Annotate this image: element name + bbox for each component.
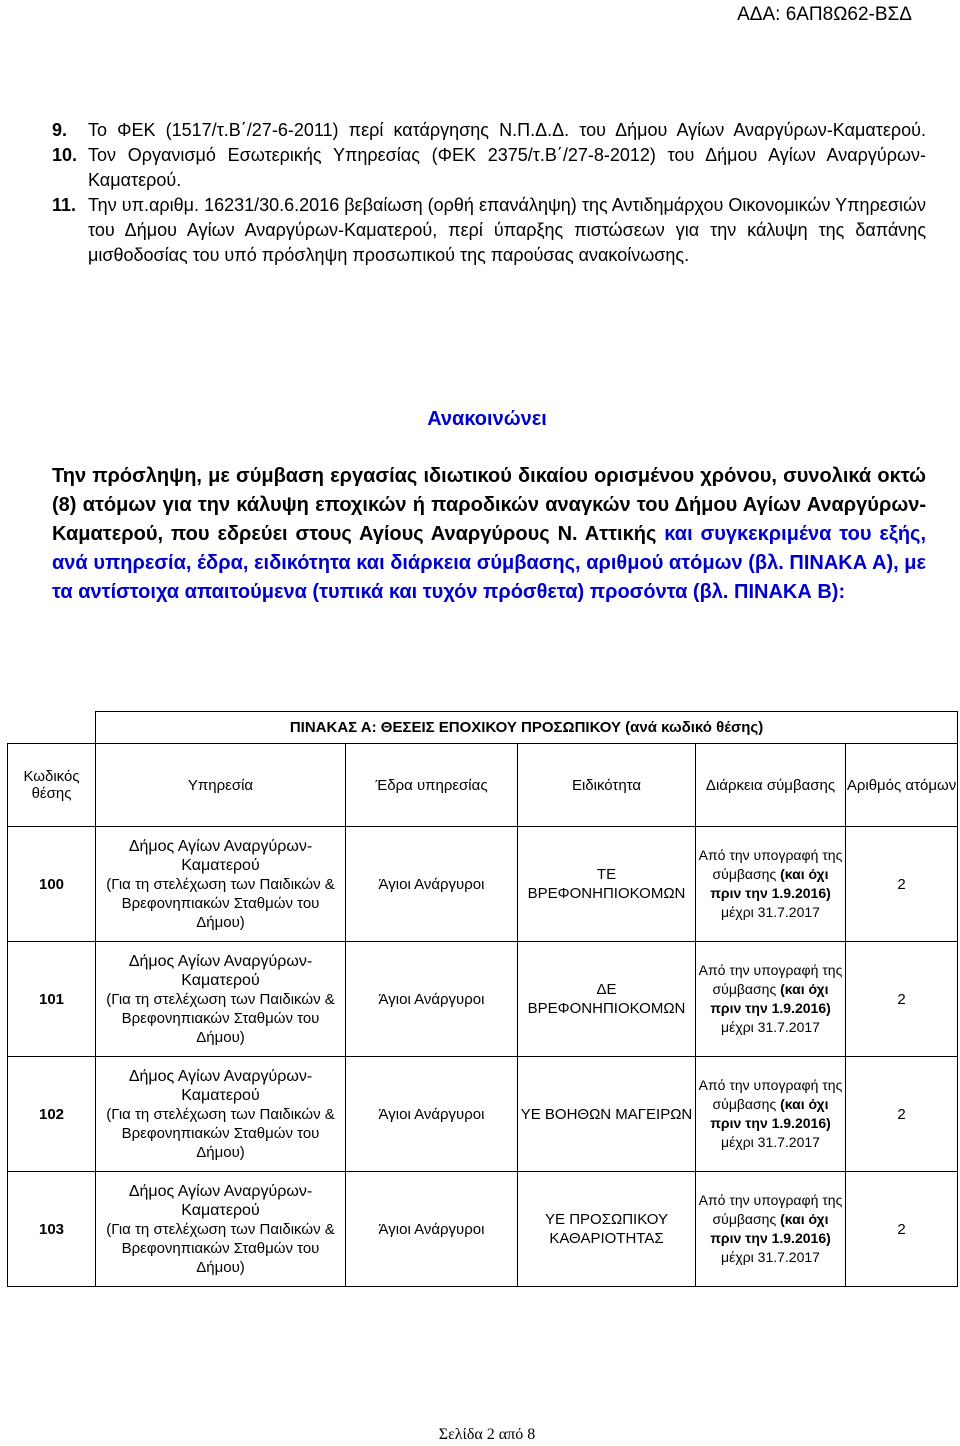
table-caption-sub: (ανά κωδικό θέσης) xyxy=(620,719,764,736)
cell-service xyxy=(96,1172,346,1287)
reference-number: 10. xyxy=(52,145,78,165)
service-sub: (Για τη στελέχωση των Παιδικών & Βρεφονηπιακών Σταθμών του Δήμου) xyxy=(106,1220,335,1276)
duration-condition: (και όχι πριν την 1.9.2016) xyxy=(710,1211,831,1246)
cell-specialty: ΥΕ ΒΟΗΘΩΝ ΜΑΓΕΙΡΩΝ xyxy=(518,1057,696,1172)
cell-duration xyxy=(696,942,846,1057)
announcement-text-part2: και συγκεκριμένα του εξής, ανά υπηρεσία, έδρα, ειδικότητα και διάρκεια σύμβασης, αριθμού ατόμων (βλ. ΠΙΝΑΚΑ Α), με τα αντίστοιχα απαιτούμενα (τυπικά και τυχόν πρόσθετα) προσόντα (βλ. ΠΙΝΑΚΑ Β): xyxy=(52,523,927,603)
cell-service xyxy=(96,1057,346,1172)
service-main: Δήμος Αγίων Αναργύρων-Καματερού xyxy=(128,837,313,874)
positions-table xyxy=(7,711,958,1287)
page-number: Σελίδα 2 από 8 xyxy=(438,1426,536,1443)
service-sub: (Για τη στελέχωση των Παιδικών & Βρεφονηπιακών Σταθμών του Δήμου) xyxy=(106,990,335,1046)
reference-text: Την υπ.αριθμ. 16231/30.6.2016 βεβαίωση (ορθή επανάληψη) της Αντιδημάρχου Οικονομικών Υπηρεσιών του Δήμου Αγίων Αναργύρων-Καματερού, περί ύπαρξης πιστώσεων για την κάλυψη της δαπάνης μισθοδοσίας του υπό πρόσληψη προσωπικού της παρούσας ανακοίνωσης. xyxy=(88,195,926,265)
reference-text: Το ΦΕΚ (1517/τ.Β΄/27-6-2011) περί κατάργησης Ν.Π.Δ.Δ. του Δήμου Αγίων Αναργύρων-Καματερού. xyxy=(88,120,926,140)
table-row xyxy=(8,942,958,1057)
service-main: Δήμος Αγίων Αναργύρων-Καματερού xyxy=(128,1067,313,1104)
service-main: Δήμος Αγίων Αναργύρων-Καματερού xyxy=(128,952,313,989)
table-row xyxy=(8,1172,958,1287)
cell-duration xyxy=(696,1057,846,1172)
cell-count: 2 xyxy=(846,827,958,942)
table-header-row xyxy=(8,744,958,827)
cell-seat: Άγιοι Ανάργυροι xyxy=(346,942,518,1057)
cell-count: 2 xyxy=(846,1057,958,1172)
cell-specialty: ΔΕ ΒΡΕΦΟΝΗΠΙΟΚΟΜΩΝ xyxy=(518,942,696,1057)
cell-duration xyxy=(696,827,846,942)
header-seat: Έδρα υπηρεσίας xyxy=(346,744,518,827)
cell-service xyxy=(96,827,346,942)
cell-seat: Άγιοι Ανάργυροι xyxy=(346,1172,518,1287)
duration-condition: (και όχι πριν την 1.9.2016) xyxy=(710,866,831,901)
cell-code: 101 xyxy=(8,942,96,1057)
table-caption-main: ΠΙΝΑΚΑΣ Α: ΘΕΣΕΙΣ ΕΠΟΧΙΚΟΥ ΠΡΟΣΩΠΙΚΟΥ xyxy=(289,719,621,736)
service-sub: (Για τη στελέχωση των Παιδικών & Βρεφονηπιακών Σταθμών του Δήμου) xyxy=(106,1105,335,1161)
announcement-heading: Ανακοινώνει xyxy=(427,408,547,430)
header-count: Αριθμός ατόμων xyxy=(846,744,958,827)
duration-end: μέχρι 31.7.2017 xyxy=(721,1019,820,1035)
duration-condition: (και όχι πριν την 1.9.2016) xyxy=(710,981,831,1016)
cell-code: 100 xyxy=(8,827,96,942)
duration-condition: (και όχι πριν την 1.9.2016) xyxy=(710,1096,831,1131)
ada-code: ΑΔΑ: 6ΑΠ8Ω62-ΒΣΔ xyxy=(737,4,912,25)
cell-specialty: ΤΕ ΒΡΕΦΟΝΗΠΙΟΚΟΜΩΝ xyxy=(518,827,696,942)
duration-end: μέχρι 31.7.2017 xyxy=(721,904,820,920)
table-caption xyxy=(96,712,958,744)
cell-code: 103 xyxy=(8,1172,96,1287)
cell-code: 102 xyxy=(8,1057,96,1172)
service-main: Δήμος Αγίων Αναργύρων-Καματερού xyxy=(128,1182,313,1219)
duration-start: Από την υπογραφή της σύμβασης xyxy=(698,1077,843,1112)
reference-item xyxy=(52,118,926,143)
service-sub: (Για τη στελέχωση των Παιδικών & Βρεφονηπιακών Σταθμών του Δήμου) xyxy=(106,875,335,931)
header-duration: Διάρκεια σύμβασης xyxy=(696,744,846,827)
duration-start: Από την υπογραφή της σύμβασης xyxy=(698,847,843,882)
reference-number: 9. xyxy=(52,120,68,140)
cell-service xyxy=(96,942,346,1057)
table-row xyxy=(8,827,958,942)
duration-end: μέχρι 31.7.2017 xyxy=(721,1249,820,1265)
reference-item xyxy=(52,193,926,268)
header-specialty: Ειδικότητα xyxy=(518,744,696,827)
announcement-text-part1: Την πρόσληψη, με σύμβαση εργασίας ιδιωτικού δικαίου ορισμένου χρόνου, συνολικά οκτώ (8) ατόμων για την κάλυψη εποχικών ή παροδικών αναγκών του Δήμου Αγίων Αναργύρων-Καματερού, που εδρεύει στους Αγίους Αναργύρους Ν. Αττικής xyxy=(52,465,926,545)
duration-end: μέχρι 31.7.2017 xyxy=(721,1134,820,1150)
cell-specialty: ΥΕ ΠΡΟΣΩΠΙΚΟΥ ΚΑΘΑΡΙΟΤΗΤΑΣ xyxy=(518,1172,696,1287)
reference-number: 11. xyxy=(52,195,77,215)
announcement-paragraph xyxy=(52,462,926,607)
cell-seat: Άγιοι Ανάργυροι xyxy=(346,1057,518,1172)
references-list xyxy=(52,118,926,268)
header-code: Κωδικός θέσης xyxy=(8,744,96,827)
cell-seat: Άγιοι Ανάργυροι xyxy=(346,827,518,942)
reference-text: Τον Οργανισμό Εσωτερικής Υπηρεσίας (ΦΕΚ 2375/τ.Β΄/27-8-2012) του Δήμου Αγίων Αναργύρων-Καματερού. xyxy=(88,145,926,190)
table-row xyxy=(8,1057,958,1172)
duration-start: Από την υπογραφή της σύμβασης xyxy=(698,1192,843,1227)
duration-start: Από την υπογραφή της σύμβασης xyxy=(698,962,843,997)
cell-duration xyxy=(696,1172,846,1287)
cell-count: 2 xyxy=(846,1172,958,1287)
cell-count: 2 xyxy=(846,942,958,1057)
header-service: Υπηρεσία xyxy=(96,744,346,827)
reference-item xyxy=(52,143,926,193)
